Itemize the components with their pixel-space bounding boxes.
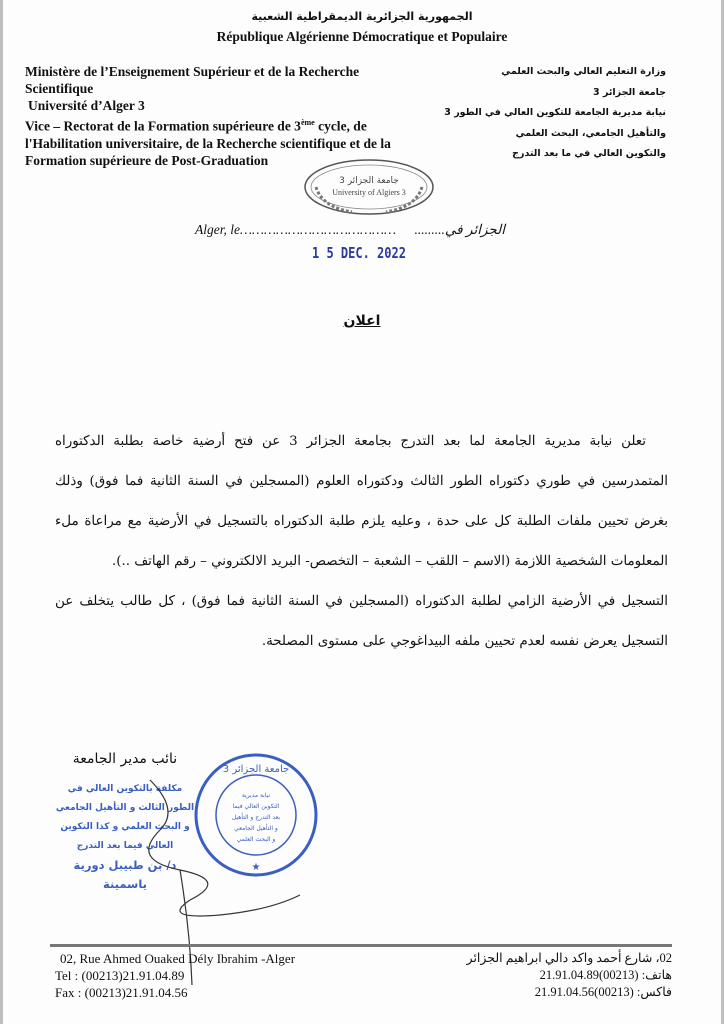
ministry-name: Ministère de l’Enseignement Supérieur et de la Recherche Scientifique bbox=[25, 64, 360, 96]
date-ar: الجزائر في......... bbox=[414, 222, 505, 237]
tel-ar: هاتف: (00213)21.91.04.89 bbox=[539, 968, 672, 982]
signatory-title: نائب مدير الجامعة bbox=[72, 751, 178, 767]
ar-line: والتكوين العالي في ما بعد التدرج bbox=[512, 148, 666, 159]
ministry-block-fr bbox=[25, 63, 405, 169]
ar-line: نيابة مديرية الجامعة للتكوين العالي في الطور 3 bbox=[444, 107, 666, 118]
footer-contact-ar bbox=[467, 950, 672, 1001]
announcement-title: اعلان bbox=[343, 313, 381, 329]
announcement-body bbox=[55, 422, 668, 662]
fax-ar: فاكس: (00213)21.91.04.56 bbox=[534, 985, 672, 999]
fax-fr: Fax : (00213)21.91.04.56 bbox=[55, 985, 188, 1000]
tel-fr: Tel : (00213)21.91.04.89 bbox=[55, 968, 185, 983]
stamp-ring-text: جامعة الجزائر 3 bbox=[222, 764, 290, 775]
ministry-block-ar bbox=[406, 62, 666, 165]
ar-line: والتأهيل الجامعي، البحث العلمي bbox=[515, 127, 666, 139]
header-arabic-title: الجمهورية الجزائرية الديمقراطية الشعبية bbox=[251, 10, 473, 23]
logo-arabic: جامعة الجزائر 3 bbox=[339, 176, 399, 186]
ar-line: جامعة الجزائر 3 bbox=[593, 86, 666, 98]
signature-line: العالي فيما بعد التدرج bbox=[76, 841, 174, 851]
logo-english: University of Algiers 3 bbox=[332, 188, 406, 197]
signature-line: الطور الثالث و التأهيل الجامعي bbox=[55, 803, 195, 813]
signature-line: مكلفة بالتكوين العالي في bbox=[67, 784, 183, 794]
signature-line: و البحث العلمي و كذا التكوين bbox=[60, 822, 190, 832]
footer-contact-fr bbox=[55, 950, 295, 1001]
date-line bbox=[195, 222, 505, 238]
header-french-title: République Algérienne Démocratique et Populaire bbox=[216, 29, 508, 44]
signatory-name: د/ بن طبيبل دورية ياسمينة bbox=[73, 858, 177, 891]
paragraph: تعلن نيابة مديرية الجامعة لما بعد التدرج بجامعة الجزائر 3 عن فتح أرضية خاصة بطلبة الدكتوراه المتمدرسين في طوري دكتوراه الطور الثالث ودكتوراه العلوم (المسجلين في السنة الثانية فما فوق) وذلك بغرض تحيين ملفات الطلبة كل على حدة ، وعليه يلزم طلبة الدكتوراه بالتسجيل في الأرضية مع مراعاة ملء المعلومات الشخصية اللازمة (الاسم – اللقب – الشعبة – التخصص- البريد الالكتروني – رقم الهاتف ..). bbox=[55, 434, 668, 569]
address-fr: 02, Rue Ahmed Ouaked Dély Ibrahim -Alger bbox=[60, 951, 296, 966]
footer-divider bbox=[50, 944, 672, 947]
vice-rectorat: Vice – Rectorat de la Formation supérieure de 3ème cycle, de l'Habilitation universitaire, de la Recherche scientifique et de la Formation supérieure de Post-Graduation bbox=[25, 118, 391, 168]
star-icon: ★ bbox=[251, 862, 261, 873]
address-ar: 02، شارع أحمد واكد دالي ابراهيم الجزائر bbox=[466, 951, 672, 965]
stamp-line: التكوين العالي فيما bbox=[232, 803, 280, 810]
paragraph: التسجيل في الأرضية الزامي لطلبة الدكتوراه (المسجلين في السنة الثانية فما فوق) ، كل طالب يتخلف عن التسجيل يعرض نفسه لعدم تحيين ملفه البيداغوجي على مستوى المصلحة. bbox=[55, 594, 668, 649]
stamp-line: و البحث العلمي bbox=[236, 836, 276, 843]
ar-line: وزارة التعليم العالي والبحث العلمي bbox=[501, 66, 666, 77]
university-name: Université d’Alger 3 bbox=[28, 98, 145, 113]
stamp-line: بعد التدرج و التأهيل bbox=[231, 814, 281, 821]
date-fr: Alger, le………………………………… bbox=[195, 222, 397, 237]
scan-edge-left bbox=[0, 0, 3, 1024]
university-logo bbox=[302, 157, 436, 219]
stamp-line: و التأهيل الجامعي bbox=[234, 825, 278, 832]
stamp-line: نيابة مديرية bbox=[241, 792, 271, 799]
date-stamp: 1 5 DEC. 2022 bbox=[312, 244, 406, 262]
